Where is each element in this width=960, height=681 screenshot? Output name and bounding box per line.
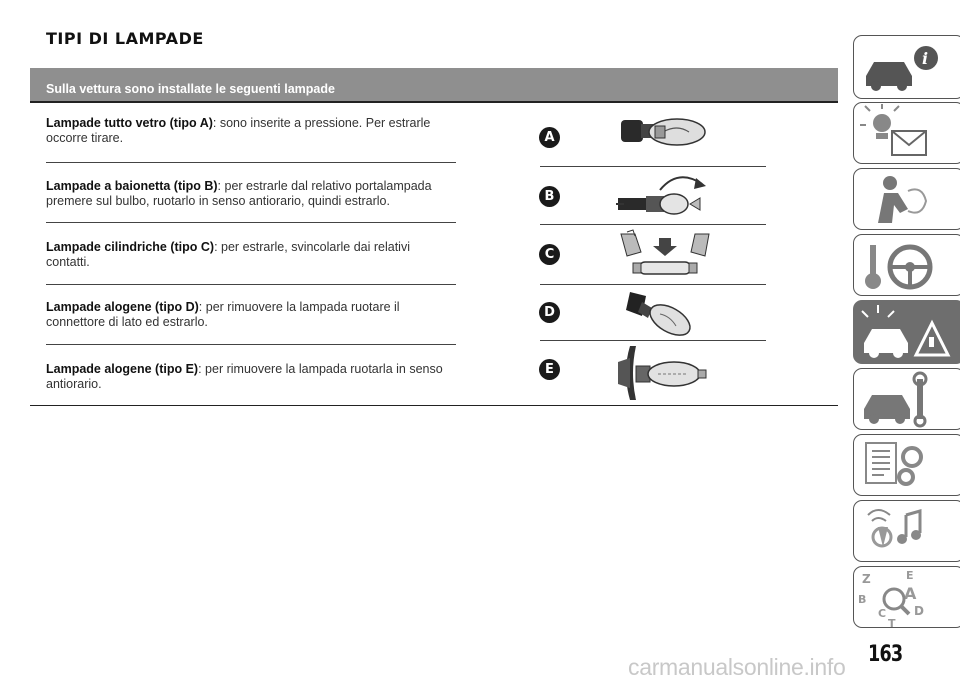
cylindrical-bulb-image <box>615 228 715 280</box>
row-separator <box>540 224 766 225</box>
steering-key-icon <box>854 235 960 297</box>
page-title: TIPI DI LAMPADE <box>46 29 204 48</box>
chapter-tab-starting-driving[interactable] <box>853 234 960 296</box>
index-letter: E <box>906 569 914 582</box>
row-d-text <box>46 300 456 330</box>
row-separator <box>46 222 456 223</box>
chapter-tab-safety[interactable] <box>853 168 960 230</box>
alphabetical-index-icon <box>854 567 960 629</box>
index-letter: B <box>858 593 867 606</box>
row-title: Lampade alogene (tipo E) <box>46 362 199 376</box>
chapter-tab-warning-lights[interactable] <box>853 102 960 164</box>
row-title: Lampade tutto vetro (tipo A) <box>46 116 213 130</box>
row-desc: : per rimuovere la lampada ruotare il connettore di lato ed estrarlo. <box>46 300 400 329</box>
letter-badge-c: C <box>539 244 560 265</box>
glass-bulb-image <box>615 110 715 158</box>
car-maintenance-icon <box>854 369 960 431</box>
row-separator <box>540 166 766 167</box>
index-letter: D <box>914 604 924 618</box>
table-header-text: Sulla vettura sono installate le seguenti lampade <box>46 82 335 96</box>
index-letter: C <box>878 607 887 620</box>
emergency-car-icon <box>854 301 960 365</box>
chapter-tab-emergency[interactable] <box>853 300 960 364</box>
row-desc: : per estrarle, svincolarle dai relativi contatti. <box>46 240 410 269</box>
row-c-text <box>46 240 456 270</box>
row-desc: : per rimuovere la lampada ruotarla in senso antiorario. <box>46 362 443 391</box>
halogen-bulb-e-image <box>612 342 712 404</box>
table-bottom-rule <box>30 405 838 406</box>
row-desc: : per estrarle dal relativo portalampada premere sul bulbo, ruotarlo in senso antiorario, quindi estrarlo. <box>46 179 432 208</box>
letter-badge-d: D <box>539 302 560 323</box>
warning-lights-icon <box>854 103 960 165</box>
row-desc: : sono inserite a pressione. Per estrarle occorre tirare. <box>46 116 431 145</box>
row-title: Lampade alogene (tipo D) <box>46 300 199 314</box>
index-letter: A <box>904 584 917 603</box>
letter-badge-a: A <box>539 127 560 148</box>
chapter-tab-multimedia[interactable] <box>853 500 960 562</box>
technical-data-icon <box>854 435 960 497</box>
row-b-text <box>46 179 456 209</box>
row-a-text <box>46 116 456 146</box>
svg-text:i: i <box>922 49 929 68</box>
index-letter: Z <box>862 572 871 586</box>
safety-airbag-icon <box>854 169 960 231</box>
watermark: carmanualsonline.info <box>628 654 846 680</box>
row-separator <box>540 340 766 341</box>
chapter-tab-technical-data[interactable] <box>853 434 960 496</box>
chapter-tab-index[interactable] <box>853 566 960 628</box>
page-number: 163 <box>868 642 903 667</box>
row-separator <box>46 284 456 285</box>
row-e-text <box>46 362 456 392</box>
bayonet-bulb-image <box>610 168 725 222</box>
row-title: Lampade cilindriche (tipo C) <box>46 240 215 254</box>
table-header <box>30 68 838 103</box>
letter-badge-b: B <box>539 186 560 207</box>
row-separator <box>540 284 766 285</box>
multimedia-icon <box>854 501 960 563</box>
letter-badge-e: E <box>539 359 560 380</box>
row-separator <box>46 162 456 163</box>
index-letter: T <box>888 617 896 629</box>
row-separator <box>46 344 456 345</box>
chapter-tab-car-info[interactable] <box>853 35 960 99</box>
car-info-icon <box>854 36 960 100</box>
row-title: Lampade a baionetta (tipo B) <box>46 179 218 193</box>
chapter-tab-maintenance[interactable] <box>853 368 960 430</box>
halogen-bulb-d-image <box>620 286 700 338</box>
